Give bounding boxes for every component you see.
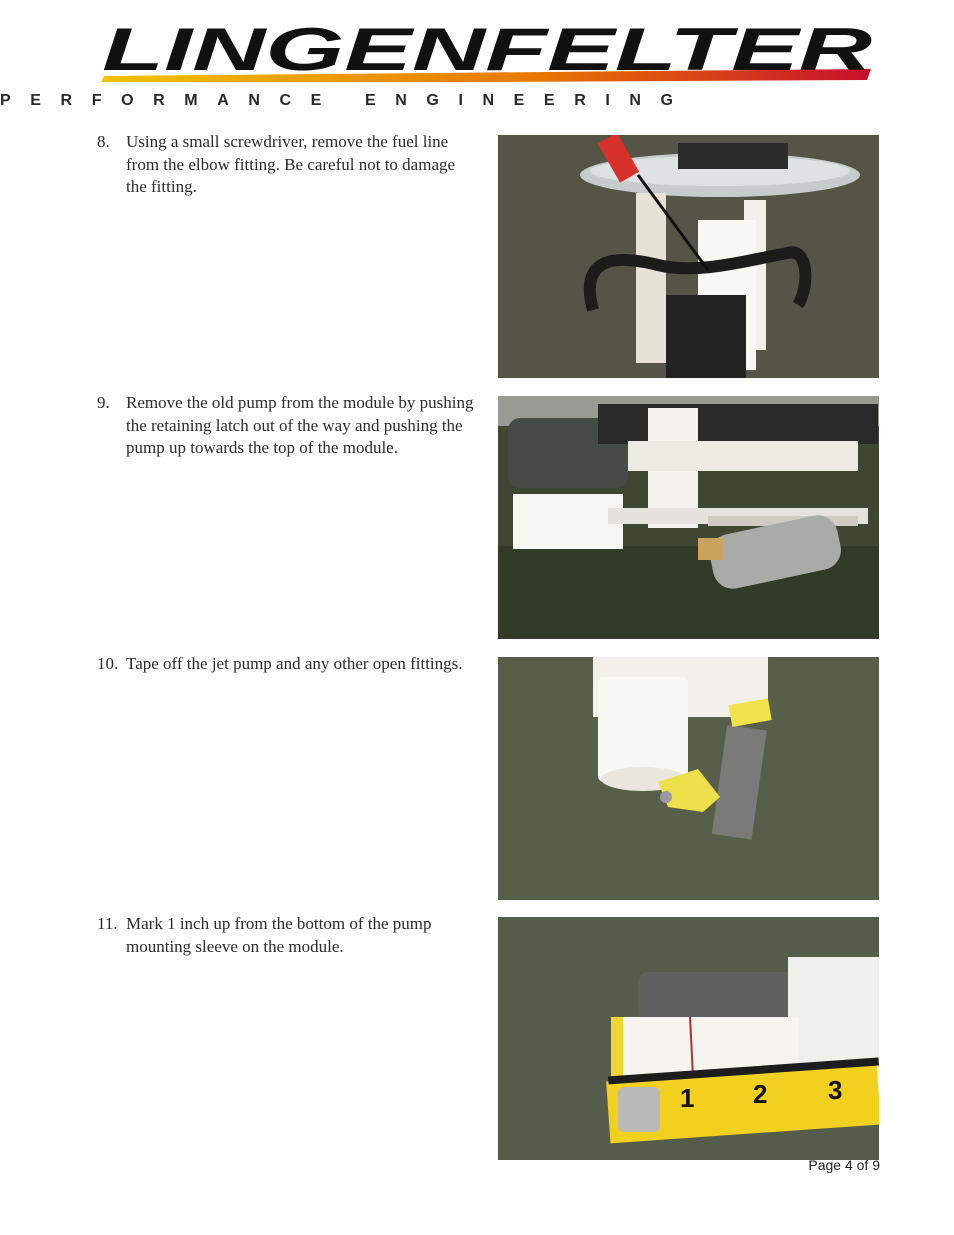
- step-text: Remove the old pump from the module by pushing the retaining latch out of the way and pushing the pump up towards the top of the module.: [126, 393, 474, 457]
- step-8: [97, 131, 477, 199]
- logo-tagline: PERFORMANCE ENGINEERING: [0, 92, 693, 109]
- step-text: Using a small screwdriver, remove the fuel line from the elbow fitting. Be careful not to damage the fitting.: [126, 132, 456, 196]
- step-9: [97, 392, 477, 460]
- step-number: 11.: [97, 914, 118, 933]
- step-number: 9.: [97, 393, 110, 412]
- photo-mark-sleeve: [498, 917, 879, 1160]
- step-11: [97, 913, 477, 958]
- step-number: 8.: [97, 132, 110, 151]
- tape-number-3: 3: [828, 1075, 843, 1105]
- logo-wordmark-text: LINGENFELTER: [102, 22, 872, 82]
- tape-number-1: 1: [680, 1083, 695, 1113]
- photo-tape-jet-pump: [498, 657, 879, 900]
- step-10: [97, 653, 477, 676]
- lingenfelter-wordmark: [96, 22, 881, 82]
- step-text: Mark 1 inch up from the bottom of the pump mounting sleeve on the module.: [126, 914, 432, 956]
- step-number: 10.: [97, 654, 119, 673]
- tape-number-2: 2: [753, 1079, 768, 1109]
- page-number: Page 4 of 9: [808, 1157, 880, 1173]
- step-text: Tape off the jet pump and any other open fittings.: [126, 654, 463, 673]
- photo-remove-fuel-line: [498, 135, 879, 378]
- photo-remove-old-pump: [498, 396, 879, 639]
